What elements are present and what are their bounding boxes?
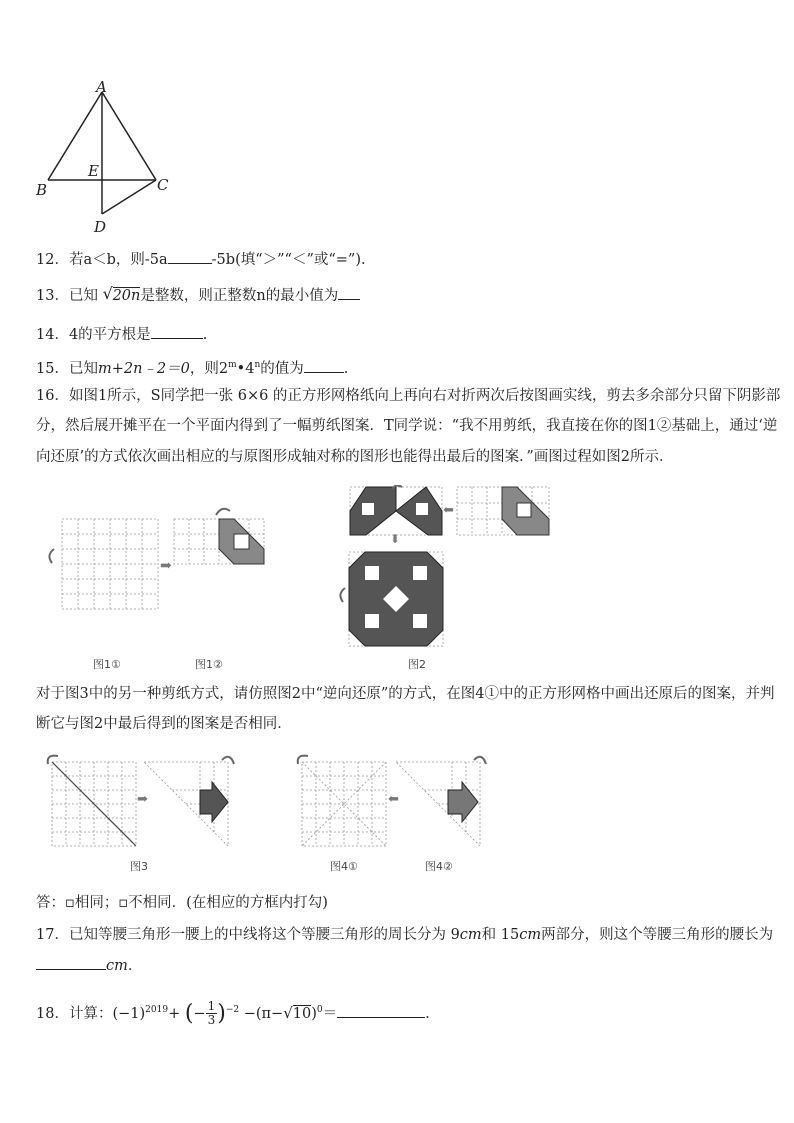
fraction-expression: ( <box>184 1000 194 1026</box>
figure-1-2-folded <box>172 505 272 605</box>
label-d: D <box>94 218 107 236</box>
sqrt-expression: √ 20n <box>102 284 141 304</box>
question-16-line4: 对于图3中的另一种剪纸方式，请仿照图2中“逆向还原”的方式，在图4①中的正方形网格中画出还原后的图案，并判 <box>36 686 775 702</box>
arrow-left-icon: ⬅ <box>443 503 454 518</box>
label-b: B <box>36 181 48 199</box>
caption-fig-2: 图2 <box>408 658 426 671</box>
question-14: 14．4的平方根是 . <box>36 324 207 345</box>
question-13: 13．已知 √ 20n是整数，则正整数n的最小值为 <box>36 285 360 306</box>
answer-blank[interactable] <box>337 1003 425 1018</box>
label-e: E <box>88 162 99 180</box>
question-16-line3: 向还原’的方式依次画出相应的与原图形成轴对称的图形也能得出最后的图案．”画图过程如图2所示． <box>36 449 674 465</box>
answer-blank[interactable] <box>304 358 344 373</box>
arrow-left-icon: ⬅ <box>388 792 399 807</box>
figure-1-1-grid <box>40 515 170 615</box>
answer-blank[interactable] <box>36 955 106 970</box>
arrow-right-icon: ➡ <box>160 558 172 574</box>
caption-fig-4-2: 图4② <box>425 860 453 873</box>
question-17-cont: cm． <box>36 955 142 976</box>
question-18: 18．计算：$(-1)^{2019}+$ (− $\frac{1}{3}$ )$^{-2} -(\pi-√10)^0=$ . <box>36 999 430 1028</box>
question-16-line1: 16．如图1所示，S同学把一张 6×6 的正方形网格纸向上再向右对折两次后按图画实线，剪去多余部分只留下阴影部 <box>36 388 781 404</box>
caption-fig-3: 图3 <box>130 860 148 873</box>
question-16-line2: 分，然后展开摊平在一个平面内得到了一幅剪纸图案．T同学说：“我不用剪纸，我直接在你的图1②基础上，通过‘逆 <box>36 418 778 434</box>
arrow-right-icon: ➡ <box>137 792 148 807</box>
question-15: 15．已知m+2n﹣2＝0，则2$^m$•4$^n$的值为 . <box>36 355 348 379</box>
triangle-figure <box>30 80 180 240</box>
caption-fig-1-2: 图1② <box>195 658 223 671</box>
question-16-answer[interactable]: 答：▫相同；▫不相同．(在相应的方框内打勾) <box>36 895 328 911</box>
question-12: 12．若a＜b，则-5a -5b(填“＞”“＜”或“=”). <box>36 249 366 270</box>
arrow-down-icon: ⬇ <box>390 532 401 546</box>
label-c: C <box>157 176 169 194</box>
question-17: 17．已知等腰三角形一腰上的中线将这个等腰三角形的周长分为 9cm和 15cm两部分，则这个等腰三角形的腰长为 <box>36 927 774 943</box>
figure-3-grid <box>42 752 142 852</box>
caption-fig-1-1: 图1① <box>93 658 121 671</box>
figure-2-start <box>455 485 555 545</box>
answer-blank[interactable] <box>338 285 360 300</box>
figure-3-folded <box>140 752 240 852</box>
answer-blank[interactable] <box>151 324 203 339</box>
answer-blank[interactable] <box>168 249 212 264</box>
caption-fig-4-1: 图4① <box>330 860 358 873</box>
figure-4-2-folded <box>392 752 492 852</box>
figure-2-final <box>337 548 447 658</box>
figure-4-1-grid[interactable] <box>292 752 392 852</box>
label-a: A <box>96 80 107 96</box>
question-16-line5: 断它与图2中最后得到的图案是否相同． <box>36 716 292 732</box>
